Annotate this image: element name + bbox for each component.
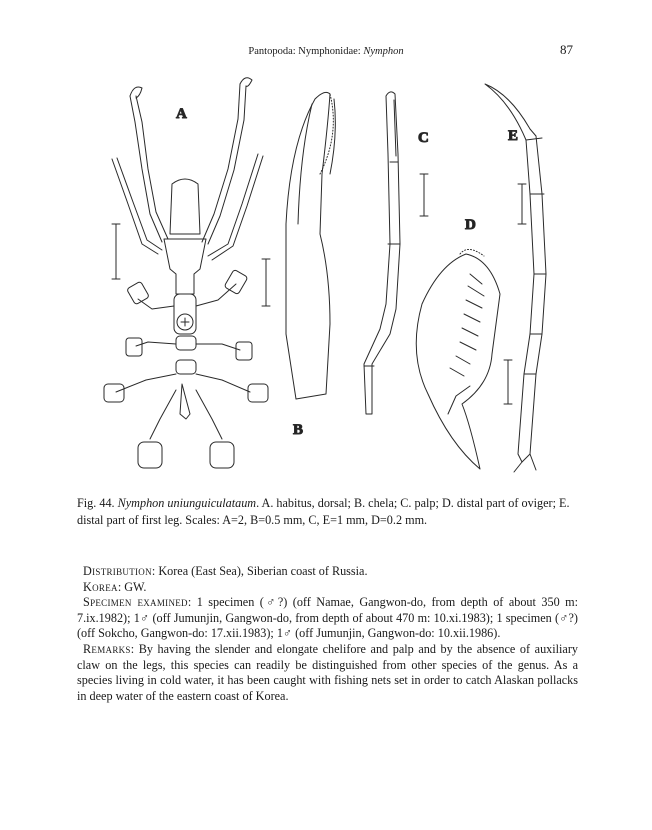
figure-label-e: E: [508, 128, 519, 144]
habitus-proboscis: [170, 179, 200, 234]
oviger-drawing: [416, 249, 512, 469]
habitus-drawing: [104, 78, 268, 468]
korea-text: : GW.: [117, 579, 147, 594]
figure-44: [90, 74, 570, 484]
running-head-prefix: Pantopoda: Nymphonidae:: [248, 46, 364, 57]
figure-label-c: C: [418, 130, 429, 146]
caption-species: Nymphon uniunguiculataum: [117, 496, 257, 510]
scale-bar-a: [112, 224, 120, 279]
caption-fig-no: Fig. 44.: [77, 496, 115, 510]
scale-bar-e: [518, 184, 526, 224]
specimen-text: : 1 specimen (♂?) (off Namae, Gangwon-do, from depth of about 350 m: 7.ix.1982); 1♂ (off Jumunjin, Gangwon-do, from depth of about 470 m: 10.xi.1983); 1 specimen (♂?) (off Sokcho, Gangwon-do: 17.xii.1983); 1♂ (off Jumunjin, Gangwon-do: 10.xii.1986).: [77, 595, 579, 641]
remarks-text: : By having the slender and elongate chelifore and palp and by the absence of auxiliary claw on the legs, this species can readily be distinguished from other species of the genus. As a species living in cold water, it has been caught with fishing nets set in order to catch Alaskan pollacks in deep water of the eastern coast of Korea.: [77, 641, 578, 703]
remarks-paragraph: [77, 642, 578, 704]
specimen-label: Specimen examined: [83, 595, 188, 610]
figure-label-a: A: [176, 106, 187, 122]
distribution-paragraph: [77, 564, 578, 580]
korea-paragraph: [77, 580, 578, 596]
caption-text: . A. habitus, dorsal; B. chela; C. palp; D. distal part of oviger; E. distal part of first leg. Scales: A=2, B=0.5 mm, C, E=1 mm, D=0.2 mm.: [77, 496, 570, 527]
distribution-text: : Korea (East Sea), Siberian coast of Russia.: [151, 564, 368, 578]
figure-illustration: [90, 74, 570, 484]
page-number: 87: [560, 42, 573, 57]
scale-bar-c: [420, 174, 428, 216]
running-head: [0, 46, 652, 57]
chela-drawing: [262, 92, 335, 399]
distribution-label: Distribution: [83, 564, 152, 578]
figure-label-b: B: [293, 422, 304, 438]
scale-bar-d: [504, 360, 512, 404]
remarks-label: Remarks: [83, 641, 131, 656]
running-head-genus: Nymphon: [363, 46, 404, 57]
korea-label: Korea: [83, 579, 118, 594]
habitus-right-palp: [202, 84, 240, 242]
figure-caption: [77, 495, 577, 529]
specimen-paragraph: [77, 595, 578, 642]
scale-bar-b: [262, 259, 270, 306]
body-text: [77, 564, 578, 704]
habitus-left-palp: [130, 96, 162, 242]
figure-label-d: D: [465, 217, 476, 233]
